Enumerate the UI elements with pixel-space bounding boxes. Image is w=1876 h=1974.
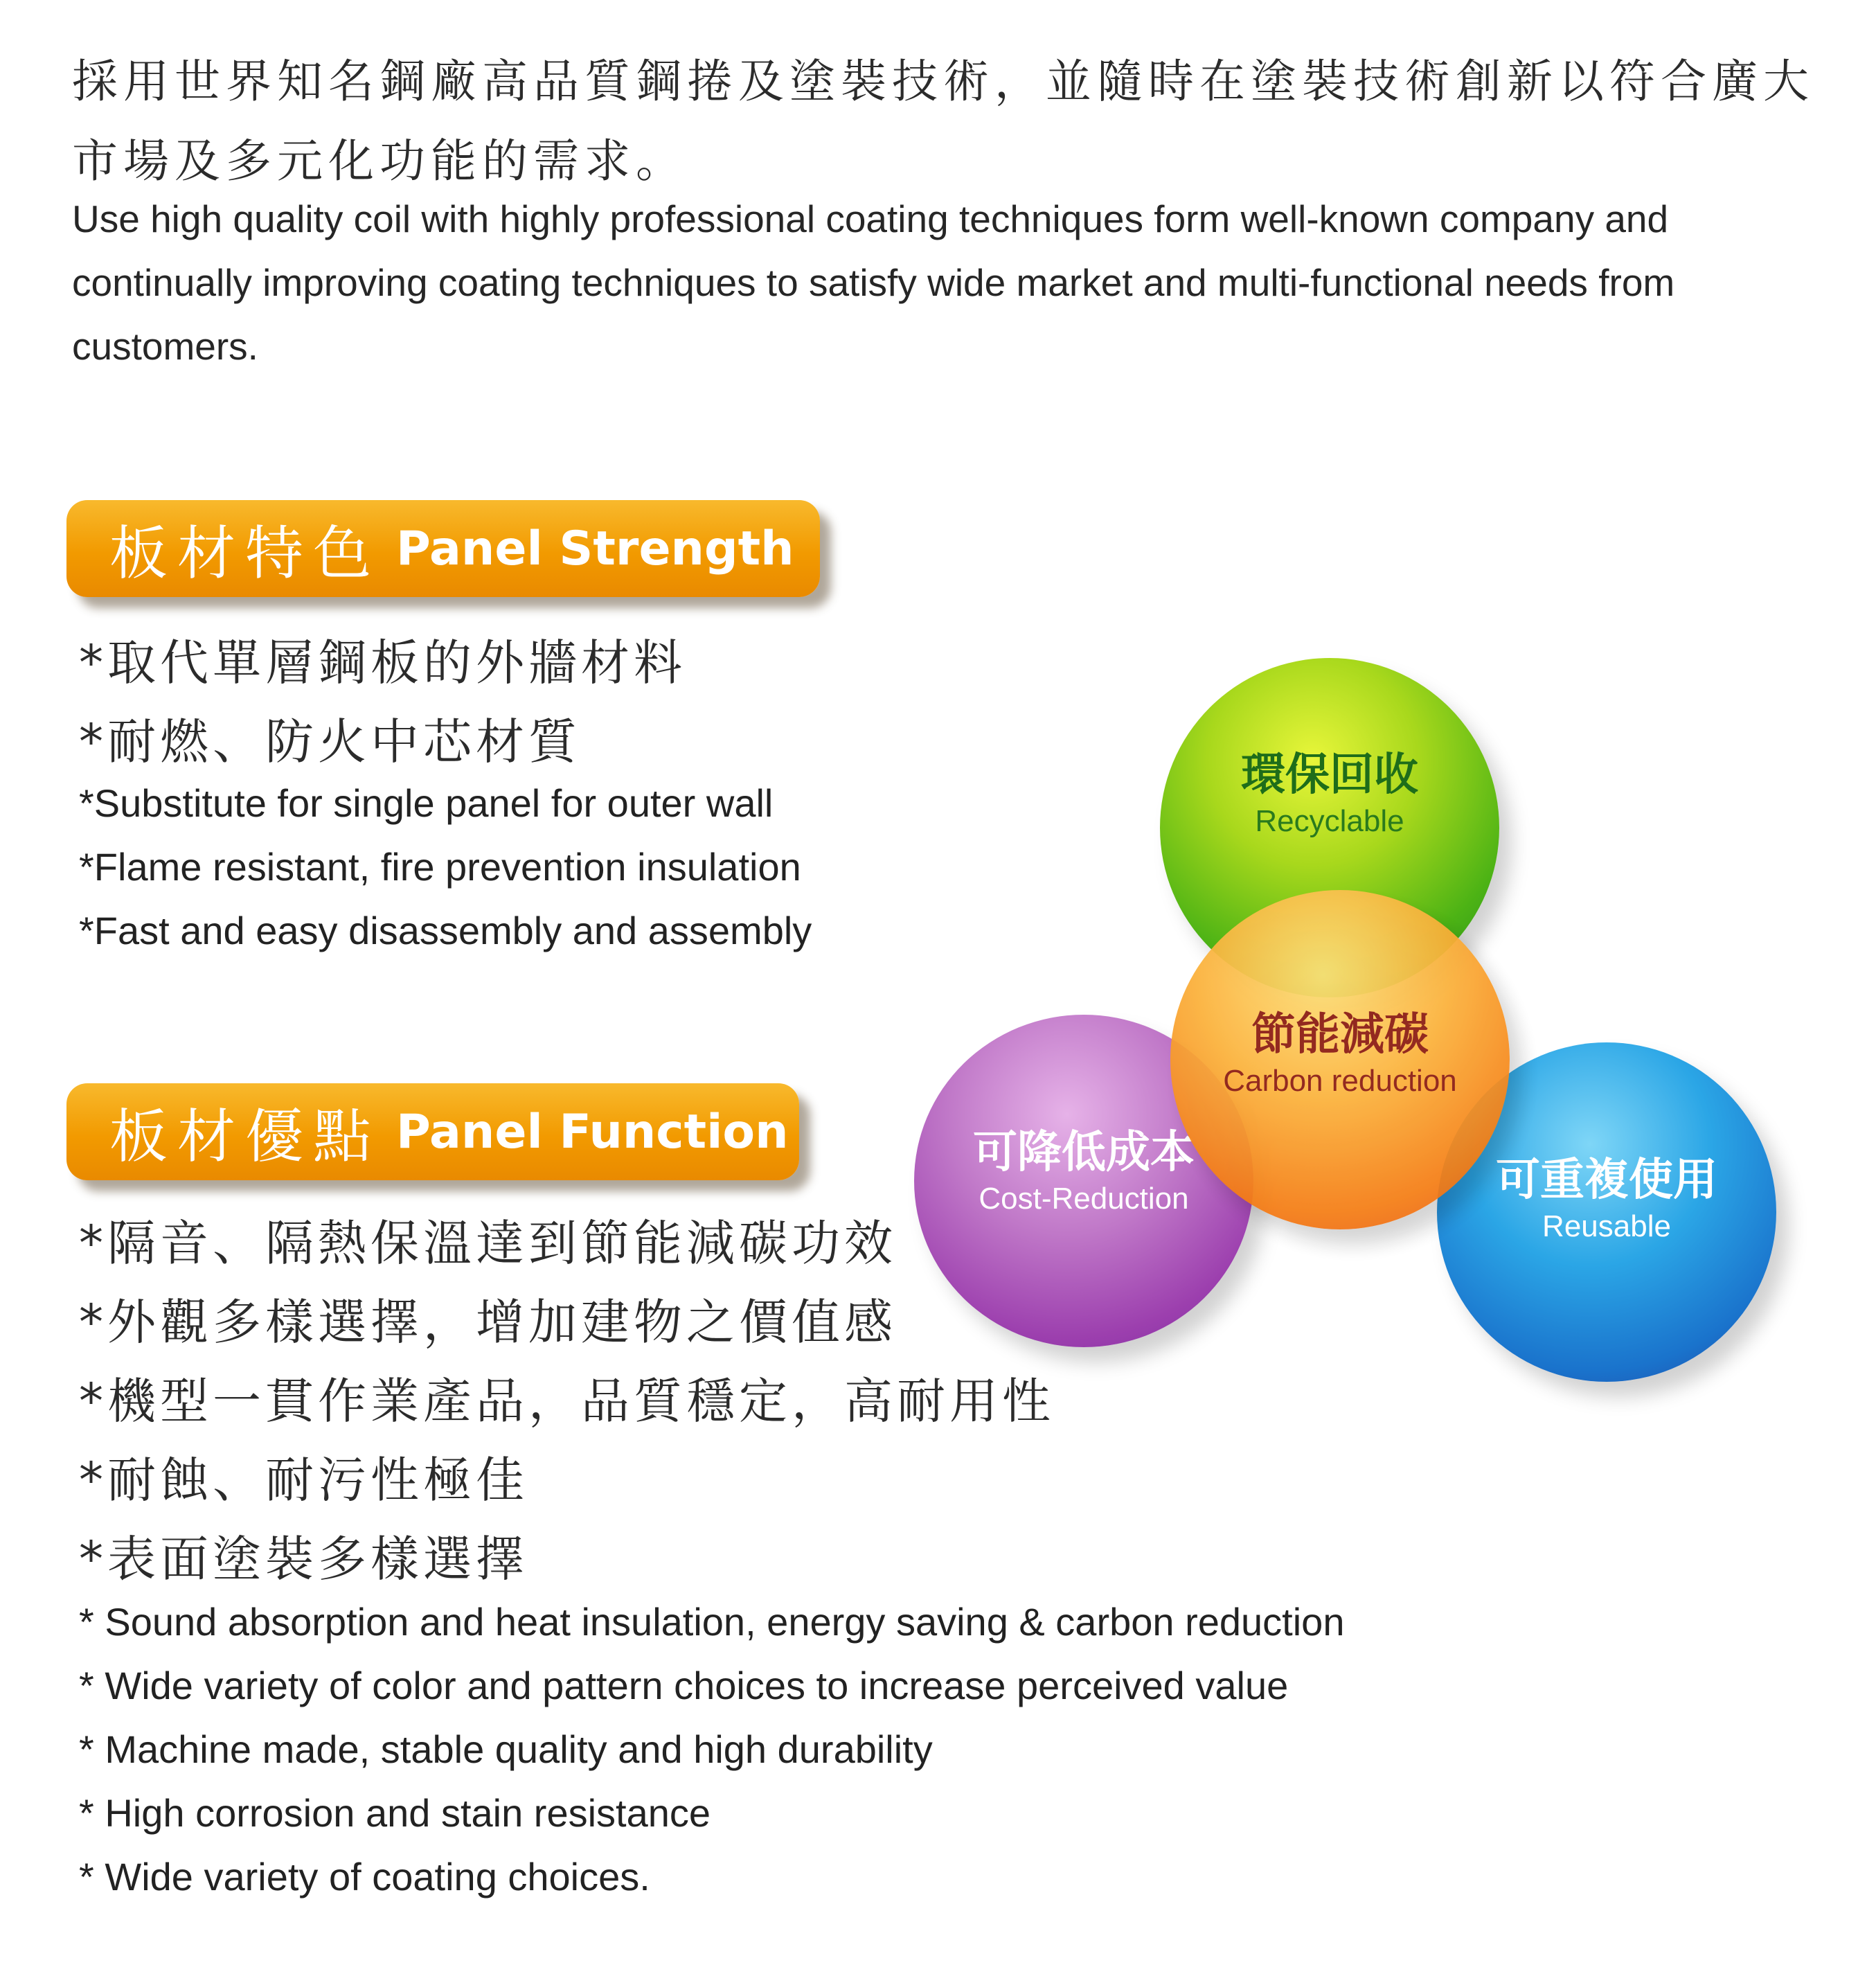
list-item: *耐蝕、耐污性極佳 <box>79 1452 528 1509</box>
carbon-reduction-label-zh: 節能減碳 <box>1251 1009 1429 1060</box>
intro-english-text: Use high quality coil with highly professional coating techniques form well-known company and continually improving coating techniques to satisfy wide market and multi-functional needs from customers. <box>72 197 1675 368</box>
list-item: * Machine made, stable quality and high durability <box>79 1727 933 1771</box>
recyclable-label-zh: 環保回收 <box>1241 749 1418 801</box>
panel-strength-list-en <box>79 772 812 963</box>
reusable-label-zh: 可重複使用 <box>1496 1155 1717 1206</box>
list-item: *外觀多樣選擇，增加建物之價值感 <box>79 1294 897 1351</box>
carbon-reduction-bubble <box>1170 890 1510 1229</box>
list-item: * Wide variety of coating choices. <box>79 1855 650 1899</box>
carbon-reduction-label-en: Carbon reduction <box>1223 1064 1457 1098</box>
panel-strength-title-en: Panel Strength <box>396 521 794 576</box>
panel-function-title-en: Panel Function <box>396 1104 789 1159</box>
list-item: *Substitute for single panel for outer wall <box>79 781 774 825</box>
intro-chinese-text: 採用世界知名鋼廠高品質鋼捲及塗裝技術，並隨時在塗裝技術創新以符合廣大市場及多元化功能的需求。 <box>72 55 1814 188</box>
benefit-bubbles-diagram <box>900 644 1801 1371</box>
list-item: * Sound absorption and heat insulation, energy saving & carbon reduction <box>79 1600 1345 1644</box>
list-item: *Flame resistant, fire prevention insulation <box>79 845 801 889</box>
list-item: *表面塗裝多樣選擇 <box>79 1531 528 1588</box>
list-item: *機型一貫作業產品，品質穩定，高耐用性 <box>79 1373 1055 1430</box>
reusable-label-en: Reusable <box>1542 1209 1671 1243</box>
list-item: *Fast and easy disassembly and assembly <box>79 909 812 952</box>
list-item: *耐燃、防火中芯材質 <box>79 713 581 770</box>
panel-strength-list-zh <box>79 623 686 781</box>
panel-function-list-en <box>79 1590 1344 1909</box>
panel-function-title-zh: 板材優點 <box>109 1102 382 1171</box>
cost-reduction-label-en: Cost-Reduction <box>979 1182 1189 1216</box>
panel-strength-title-zh: 板材特色 <box>109 519 382 587</box>
list-item: * High corrosion and stain resistance <box>79 1791 711 1835</box>
list-item: *隔音、隔熱保溫達到節能減碳功效 <box>79 1215 897 1272</box>
panel-function-header <box>66 1083 799 1180</box>
panel-strength-header <box>66 500 820 597</box>
cost-reduction-label-zh: 可降低成本 <box>973 1127 1195 1178</box>
recyclable-label-en: Recyclable <box>1255 804 1404 838</box>
list-item: *取代單層鋼板的外牆材料 <box>79 634 686 691</box>
list-item: * Wide variety of color and pattern choices to increase perceived value <box>79 1664 1289 1707</box>
